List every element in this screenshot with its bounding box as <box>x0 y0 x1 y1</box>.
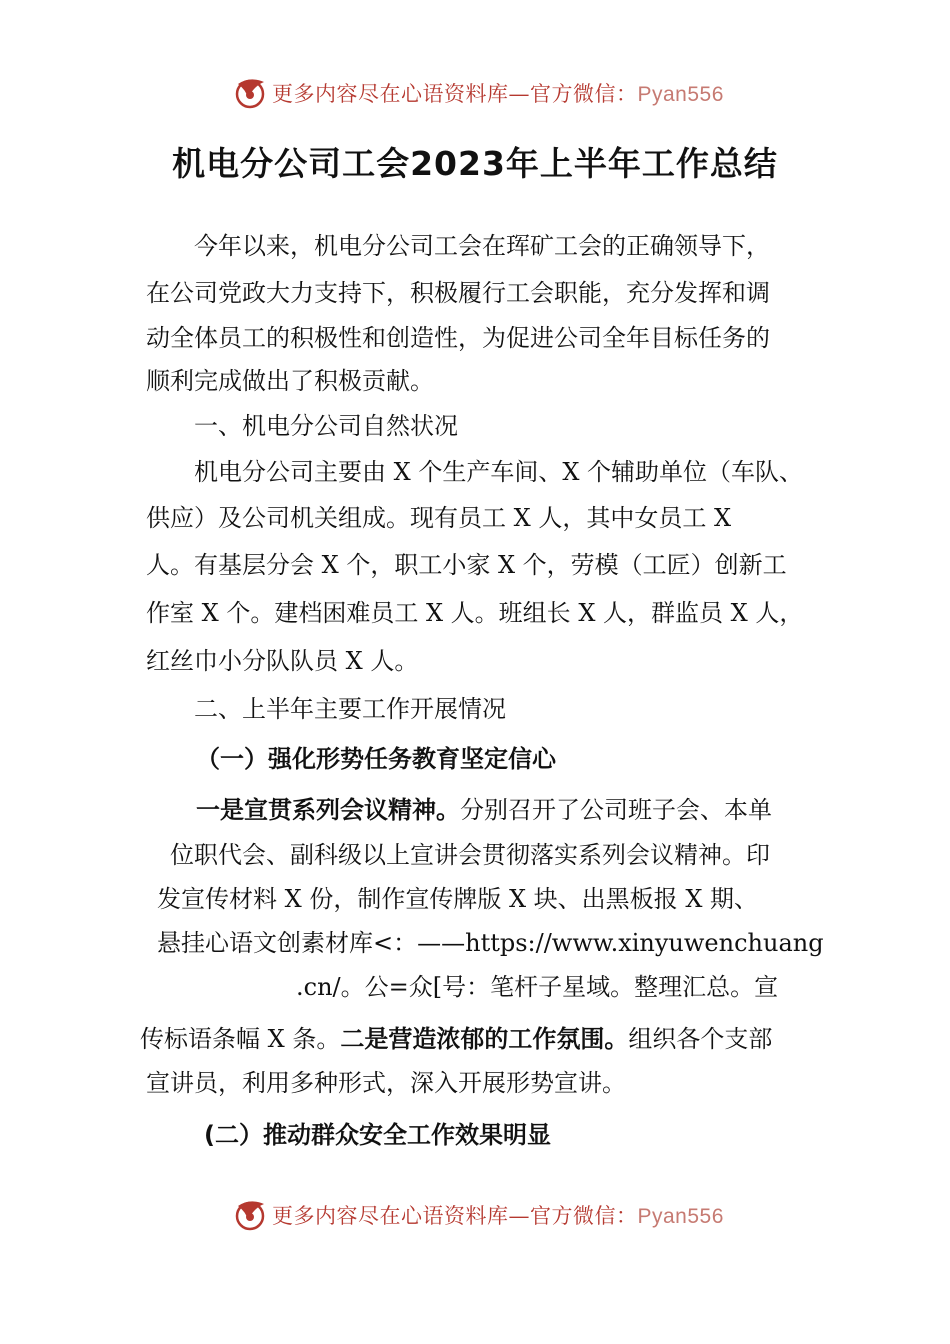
footer-watermark <box>0 1194 950 1234</box>
section-heading: 一、机电分公司自然状况 <box>194 412 458 440</box>
subsection-heading: (二）推动群众安全工作效果明显 <box>204 1121 551 1149</box>
paragraph-line: 位职代会、副科级以上宣讲会贯彻落实系列会议精神。印 <box>170 841 770 869</box>
paragraph-line: 红丝巾小分队队员 X 人。 <box>146 647 419 675</box>
paragraph-line: 机电分公司主要由 X 个生产车间、X 个辅助单位（车队、 <box>194 458 804 486</box>
subsection-heading: （一）强化形势任务教育坚定信心 <box>196 745 556 773</box>
header-watermark <box>0 72 950 112</box>
paragraph-line: .cn/。公=众[号：笔杆子星域。整理汇总。宣 <box>296 973 779 1001</box>
paragraph-line: 人。有基层分会 X 个，职工小家 X 个，劳模（工匠）创新工 <box>146 551 787 579</box>
paragraph-line: 悬挂心语文创素材库<：——https://www.xinyuwenchuang <box>157 929 824 957</box>
document-title: 机电分公司工会2023年上半年工作总结 <box>172 144 778 183</box>
watermark-logo-icon <box>232 74 268 110</box>
paragraph-line: 今年以来，机电分公司工会在珲矿工会的正确领导下， <box>194 232 770 260</box>
watermark-text: 更多内容尽在心语资料库—官方微信：Pyan556 <box>272 82 724 106</box>
paragraph-line: 顺利完成做出了积极贡献。 <box>146 367 434 395</box>
paragraph-line: 一是宣贯系列会议精神。分别召开了公司班子会、本单 <box>196 796 772 824</box>
bold-lead: 二是营造浓郁的工作氛围。 <box>340 1025 629 1053</box>
paragraph-line: 在公司党政大力支持下，积极履行工会职能，充分发挥和调 <box>146 279 770 307</box>
paragraph-line: 传标语条幅 X 条。二是营造浓郁的工作氛围。组织各个支部 <box>140 1025 773 1053</box>
section-heading: 二、上半年主要工作开展情况 <box>194 695 506 723</box>
bold-lead: 一是宣贯系列会议精神。 <box>196 796 460 824</box>
paragraph-line: 发宣传材料 X 份，制作宣传牌版 X 块、出黑板报 X 期、 <box>157 885 759 913</box>
paragraph-line: 作室 X 个。建档困难员工 X 人。班组长 X 人，群监员 X 人， <box>146 599 804 627</box>
paragraph-line: 宣讲员，利用多种形式，深入开展形势宣讲。 <box>146 1069 626 1097</box>
paragraph-line: 动全体员工的积极性和创造性，为促进公司全年目标任务的 <box>146 324 770 352</box>
watermark-logo-icon <box>232 1196 268 1232</box>
paragraph-line: 供应）及公司机关组成。现有员工 X 人，其中女员工 X <box>146 504 732 532</box>
watermark-text: 更多内容尽在心语资料库—官方微信：Pyan556 <box>272 1204 724 1228</box>
